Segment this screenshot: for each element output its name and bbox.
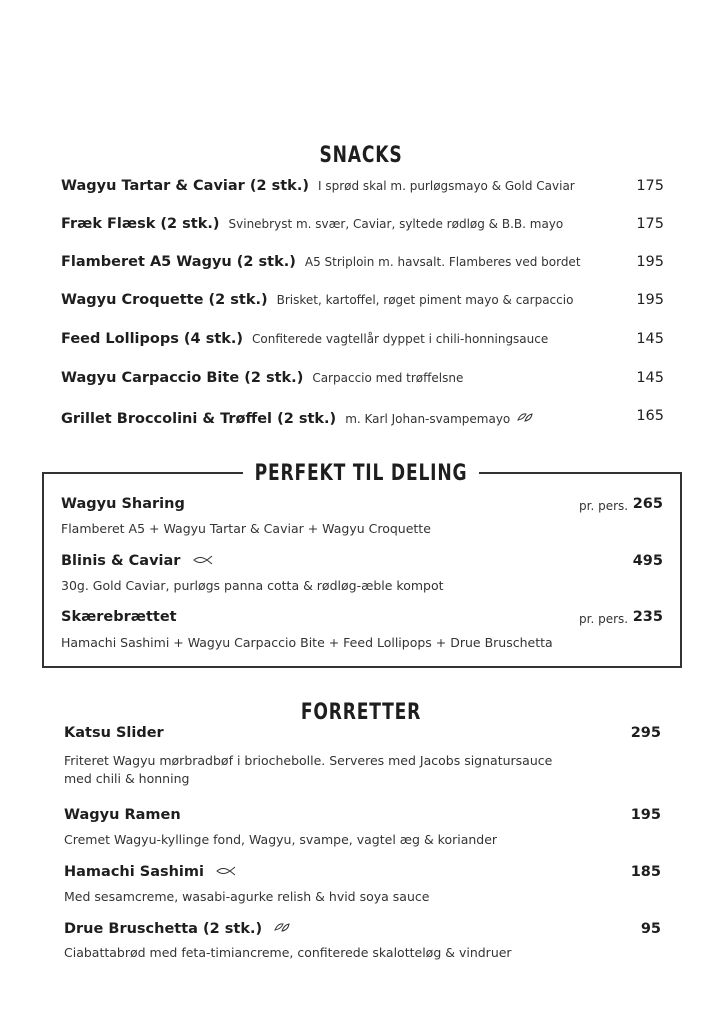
item-name: Drue Bruschetta (2 stk.) — [64, 921, 263, 937]
item-description: A5 Striploin m. havsalt. Flamberes ved bordet — [304, 255, 581, 269]
item-name: Wagyu Sharing — [61, 496, 185, 512]
item-price: 95 — [640, 921, 661, 937]
item-name: Wagyu Croquette (2 stk.) — [61, 292, 268, 308]
menu-item — [61, 331, 664, 355]
item-description: m. Karl Johan-svampemayo — [345, 412, 511, 426]
item-description: Hamachi Sashimi + Wagyu Carpaccio Bite + Feed Lollipops + Drue Bruschetta — [61, 635, 553, 650]
item-name: Blinis & Caviar — [61, 553, 181, 569]
item-name: Wagyu Tartar & Caviar (2 stk.) — [61, 178, 309, 194]
item-price: 185 — [630, 864, 661, 880]
item-name: Katsu Slider — [64, 725, 164, 741]
menu-item — [61, 178, 664, 202]
per-person-label: pr. pers. — [579, 499, 629, 513]
item-description: Ciabattabrød med feta-timiancreme, confiterede skalotteløg & vindruer — [64, 945, 512, 960]
leaf-icon — [273, 921, 291, 937]
item-name: Flamberet A5 Wagyu (2 stk.) — [61, 254, 296, 270]
item-description: 30g. Gold Caviar, purløgs panna cotta & rødløg-æble kompot — [61, 578, 444, 593]
item-description-continued: med chili & honning — [64, 771, 190, 786]
menu-item — [61, 292, 664, 316]
item-name: Skærebrættet — [61, 609, 177, 625]
item-description: Confiterede vagtellår dyppet i chili-honningsauce — [252, 332, 549, 346]
item-price: 195 — [636, 254, 664, 270]
sharing-heading: PERFEKT TIL DELING — [254, 461, 468, 486]
per-person-label: pr. pers. — [579, 612, 629, 626]
item-name: Fræk Flæsk (2 stk.) — [61, 216, 220, 232]
item-price: 145 — [636, 370, 664, 386]
item-price: 165 — [636, 408, 664, 424]
item-description: Med sesamcreme, wasabi-agurke relish & hvid soya sauce — [64, 889, 430, 904]
leaf-icon — [516, 408, 534, 427]
item-name-row — [64, 921, 291, 937]
menu-item — [61, 370, 664, 394]
item-name: Hamachi Sashimi — [64, 864, 204, 880]
menu-item — [61, 254, 664, 278]
item-price: 295 — [630, 725, 661, 741]
item-name: Wagyu Ramen — [64, 807, 181, 823]
item-price: 495 — [632, 553, 663, 569]
item-description: Cremet Wagyu-kyllinge fond, Wagyu, svampe, vagtel æg & koriander — [64, 832, 498, 847]
item-price: 175 — [636, 178, 664, 194]
item-name: Wagyu Carpaccio Bite (2 stk.) — [61, 370, 304, 386]
item-price: 195 — [636, 292, 664, 308]
item-description: Friteret Wagyu mørbradbøf i briochebolle. Serveres med Jacobs signatursauce — [64, 753, 553, 768]
fish-icon — [192, 553, 214, 569]
item-price: 145 — [636, 331, 664, 347]
item-price: 265 — [632, 496, 663, 512]
item-description: I sprød skal m. purløgsmayo & Gold Caviar — [317, 179, 575, 193]
item-name: Grillet Broccolini & Trøffel (2 stk.) — [61, 411, 337, 427]
snacks-heading: SNACKS — [319, 143, 403, 168]
item-name: Feed Lollipops (4 stk.) — [61, 331, 244, 347]
forretter-heading: FORRETTER — [300, 700, 422, 725]
item-name-row — [64, 864, 237, 880]
item-description: Svinebryst m. svær, Caviar, syltede rødløg & B.B. mayo — [228, 217, 564, 231]
item-description: Carpaccio med trøffelsne — [312, 371, 464, 385]
menu-item — [61, 408, 664, 432]
item-description: Flamberet A5 + Wagyu Tartar & Caviar + Wagyu Croquette — [61, 521, 431, 536]
item-price: 235 — [632, 609, 663, 625]
fish-icon — [215, 864, 237, 880]
item-price: 175 — [636, 216, 664, 232]
menu-item — [61, 216, 664, 240]
item-description: Brisket, kartoffel, røget piment mayo & carpaccio — [276, 293, 574, 307]
item-name-row — [61, 553, 214, 569]
item-price: 195 — [630, 807, 661, 823]
